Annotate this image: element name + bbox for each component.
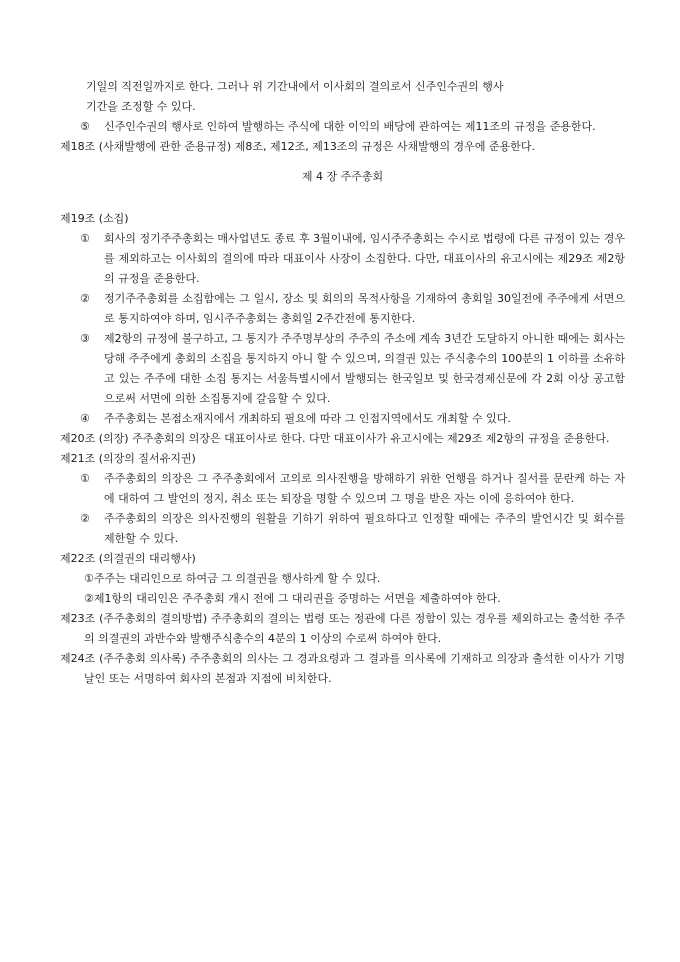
item-text: 주주총회의 의장은 의사진행의 원활을 기하기 위하여 필요하다고 인정할 때에는 주주의 발언시간 및 회수를 제한할 수 있다. [104,512,625,545]
document-page [60,77,625,689]
chapter-title: 제 4 장 주주총회 [301,170,384,183]
article19-item3 [60,329,625,409]
lead-line-2: 기간을 조정할 수 있다. [86,100,196,113]
item-text: 주주는 대리인으로 하여금 그 의결권을 행사하게 할 수 있다. [93,572,381,585]
item-text: 정기주주총회를 소집함에는 그 일시, 장소 및 회의의 목적사항을 기재하여 총회일 30일전에 주주에게 서면으로 통지하여야 하며, 임시주주총회는 총회일 2주간전에 통지한다. [104,292,625,325]
lead-paragraph [60,77,625,117]
article-22-heading: 제22조 (의결권의 대리행사) [60,552,196,565]
item-number: ② [80,292,90,305]
item-number: ③ [80,332,90,345]
article19-item1 [60,229,625,289]
article21-item2 [60,509,625,549]
item-number: ① [80,232,90,245]
item-text: 제2항의 규정에 불구하고, 그 통지가 주주명부상의 주주의 주소에 계속 3년간 도달하지 아니한 때에는 회사는 당해 주주에게 총회의 소집을 통지하지 아니 할 수 있으며, 의결권 있는 주식총수의 100분의 1 이하를 소유하고 있는 주주에 대한 소집 통지는 서울특별시에서 발행되는 한국일보 및 한국경제신문에 각 2회 이상 공고함으로써 서면에 의한 소집통지에 갈음할 수 있다. [104,332,625,405]
article17-item5 [60,117,625,137]
article-19-heading: 제19조 (소집) [60,212,129,225]
item-number: ① [80,472,90,485]
article-24: 제24조 (주주총회 의사록) 주주총회의 의사는 그 경과요령과 그 결과를 의사록에 기재하고 의장과 출석한 이사가 기명날인 또는 서명하여 회사의 본점과 지점에 비치한다. [60,652,625,685]
article-21-heading: 제21조 (의장의 질서유지권) [60,452,196,465]
article22-item2 [60,589,625,609]
article21-item1 [60,469,625,509]
lead-line-1: 기일의 직전일까지로 한다. 그러나 위 기간내에서 이사회의 결의로서 신주인수권의 행사 [86,80,504,93]
item-text: 신주인수권의 행사로 인하여 발행하는 주식에 대한 이익의 배당에 관하여는 제11조의 규정을 준용한다. [104,120,596,133]
article-18: 제18조 (사채발행에 관한 준용규정) 제8조, 제12조, 제13조의 규정은 사채발행의 경우에 준용한다. [60,140,535,153]
item-number: ⑤ [80,120,90,133]
item-number: ① [84,572,94,585]
article-23: 제23조 (주주총회의 결의방법) 주주총회의 결의는 법령 또는 정관에 다른 정함이 있는 경우를 제외하고는 출석한 주주의 의결권의 과반수와 발행주식총수의 4분의 1 이상의 수로써 하여야 한다. [60,612,625,645]
item-text: 회사의 정기주주총회는 매사업년도 종료 후 3월이내에, 임시주주총회는 수시로 법령에 다른 규정이 있는 경우를 제외하고는 이사회의 결의에 따라 대표이사 사장이 소집한다. 다만, 대표이사의 유고시에는 제29조 제2항의 규정을 준용한다. [104,232,625,285]
item-number: ② [84,592,94,605]
item-text: 주주총회는 본점소재지에서 개최하되 필요에 따라 그 인접지역에서도 개최할 수 있다. [104,412,511,425]
article19-item4 [60,409,625,429]
article22-item1 [60,569,625,589]
item-number: ② [80,512,90,525]
article-20: 제20조 (의장) 주주총회의 의장은 대표이사로 한다. 다만 대표이사가 유고시에는 제29조 제2항의 규정을 준용한다. [60,432,610,445]
article19-item2 [60,289,625,329]
item-number: ④ [80,412,90,425]
item-text: 주주총회의 의장은 그 주주총회에서 고의로 의사진행을 방해하기 위한 언행을 하거나 질서를 문란케 하는 자에 대하여 그 발언의 정지, 취소 또는 퇴장을 명할 수 있으며 그 명을 받은 자는 이에 응하여야 한다. [104,472,625,505]
item-text: 제1항의 대리인은 주주총회 개시 전에 그 대리권을 증명하는 서면을 제출하여야 한다. [93,592,501,605]
